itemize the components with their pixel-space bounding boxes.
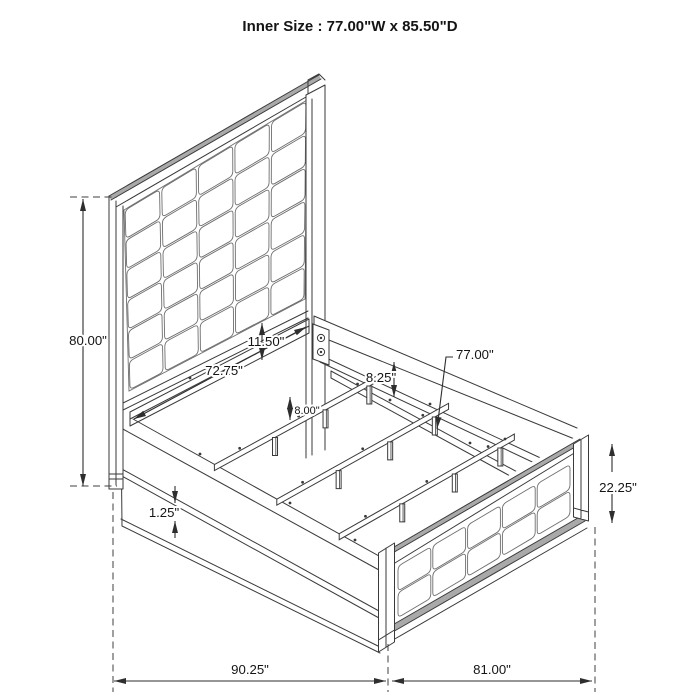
tuft-cell bbox=[235, 255, 269, 301]
screw-dot bbox=[469, 442, 472, 445]
bracket-bolt-bottom bbox=[320, 351, 322, 353]
label-head-rail-length: 72.75" bbox=[205, 363, 243, 378]
bracket-bolt-top bbox=[320, 337, 322, 339]
tuft-cell bbox=[199, 211, 233, 257]
label-headboard-height: 80.00" bbox=[69, 333, 107, 348]
headboard-top-rail-band bbox=[109, 75, 321, 200]
slat-leg bbox=[452, 474, 457, 492]
slat-leg bbox=[400, 504, 405, 522]
tuft-cell bbox=[163, 232, 197, 278]
diagram-title: Inner Size : 77.00"W x 85.50"D bbox=[242, 18, 458, 35]
tuft-cell bbox=[271, 169, 305, 216]
screw-dot bbox=[189, 377, 192, 380]
tuft-cell bbox=[271, 203, 305, 250]
tuft-cell bbox=[200, 275, 234, 320]
label-rail-to-slat: 8.25" bbox=[365, 370, 397, 385]
tuft-cell bbox=[236, 288, 269, 333]
tuft-cell bbox=[235, 125, 269, 173]
label-slat-leg-height: 8.00" bbox=[294, 405, 320, 417]
screw-dot bbox=[361, 447, 364, 450]
label-panel-gap: 11.50" bbox=[247, 334, 285, 349]
slat-leg bbox=[388, 442, 393, 460]
label-overall-depth: 90.25" bbox=[231, 662, 269, 677]
screw-dot bbox=[238, 447, 241, 450]
headboard-bottom-rail bbox=[121, 311, 308, 411]
label-rail-lip: 1.25" bbox=[148, 505, 180, 520]
screw-dot bbox=[289, 502, 292, 505]
screw-dot bbox=[504, 438, 507, 441]
tuft-cell bbox=[164, 294, 198, 338]
rail-bracket-fill bbox=[313, 324, 329, 365]
slat-leg bbox=[273, 437, 278, 455]
tuft-cell bbox=[128, 314, 162, 358]
slat-leg bbox=[432, 417, 437, 435]
tuft-cell bbox=[235, 223, 269, 269]
headboard-left-post bbox=[109, 196, 123, 398]
screw-dot bbox=[425, 480, 428, 483]
screw-dot bbox=[429, 403, 432, 406]
label-footboard-width: 81.00" bbox=[473, 662, 511, 677]
headboard-right-post-fill bbox=[306, 85, 325, 458]
tuft-cell bbox=[128, 283, 162, 327]
screw-dot bbox=[199, 453, 202, 456]
label-inner-width: 77.00" bbox=[456, 347, 494, 362]
footboard bbox=[379, 429, 590, 652]
slat-leg bbox=[367, 386, 372, 404]
screw-dot bbox=[354, 539, 357, 542]
screw-dot bbox=[487, 445, 490, 448]
tuft-cell bbox=[200, 307, 233, 351]
screw-dot bbox=[421, 414, 424, 417]
screw-dot bbox=[364, 515, 367, 518]
screw-dot bbox=[356, 383, 359, 386]
screw-dot bbox=[389, 399, 392, 402]
label-footboard-height: 22.25" bbox=[599, 480, 637, 495]
tuft-cell bbox=[235, 190, 269, 237]
slat-leg bbox=[336, 471, 341, 489]
tuft-cell bbox=[271, 236, 305, 282]
slat-leg bbox=[323, 410, 328, 428]
headboard bbox=[109, 74, 325, 458]
slat-leg bbox=[498, 448, 503, 466]
tuft-cell bbox=[199, 243, 233, 288]
tuft-cell bbox=[271, 269, 304, 315]
screw-dot bbox=[301, 481, 304, 484]
tuft-cell bbox=[271, 103, 306, 151]
tuft-cell bbox=[164, 263, 198, 308]
